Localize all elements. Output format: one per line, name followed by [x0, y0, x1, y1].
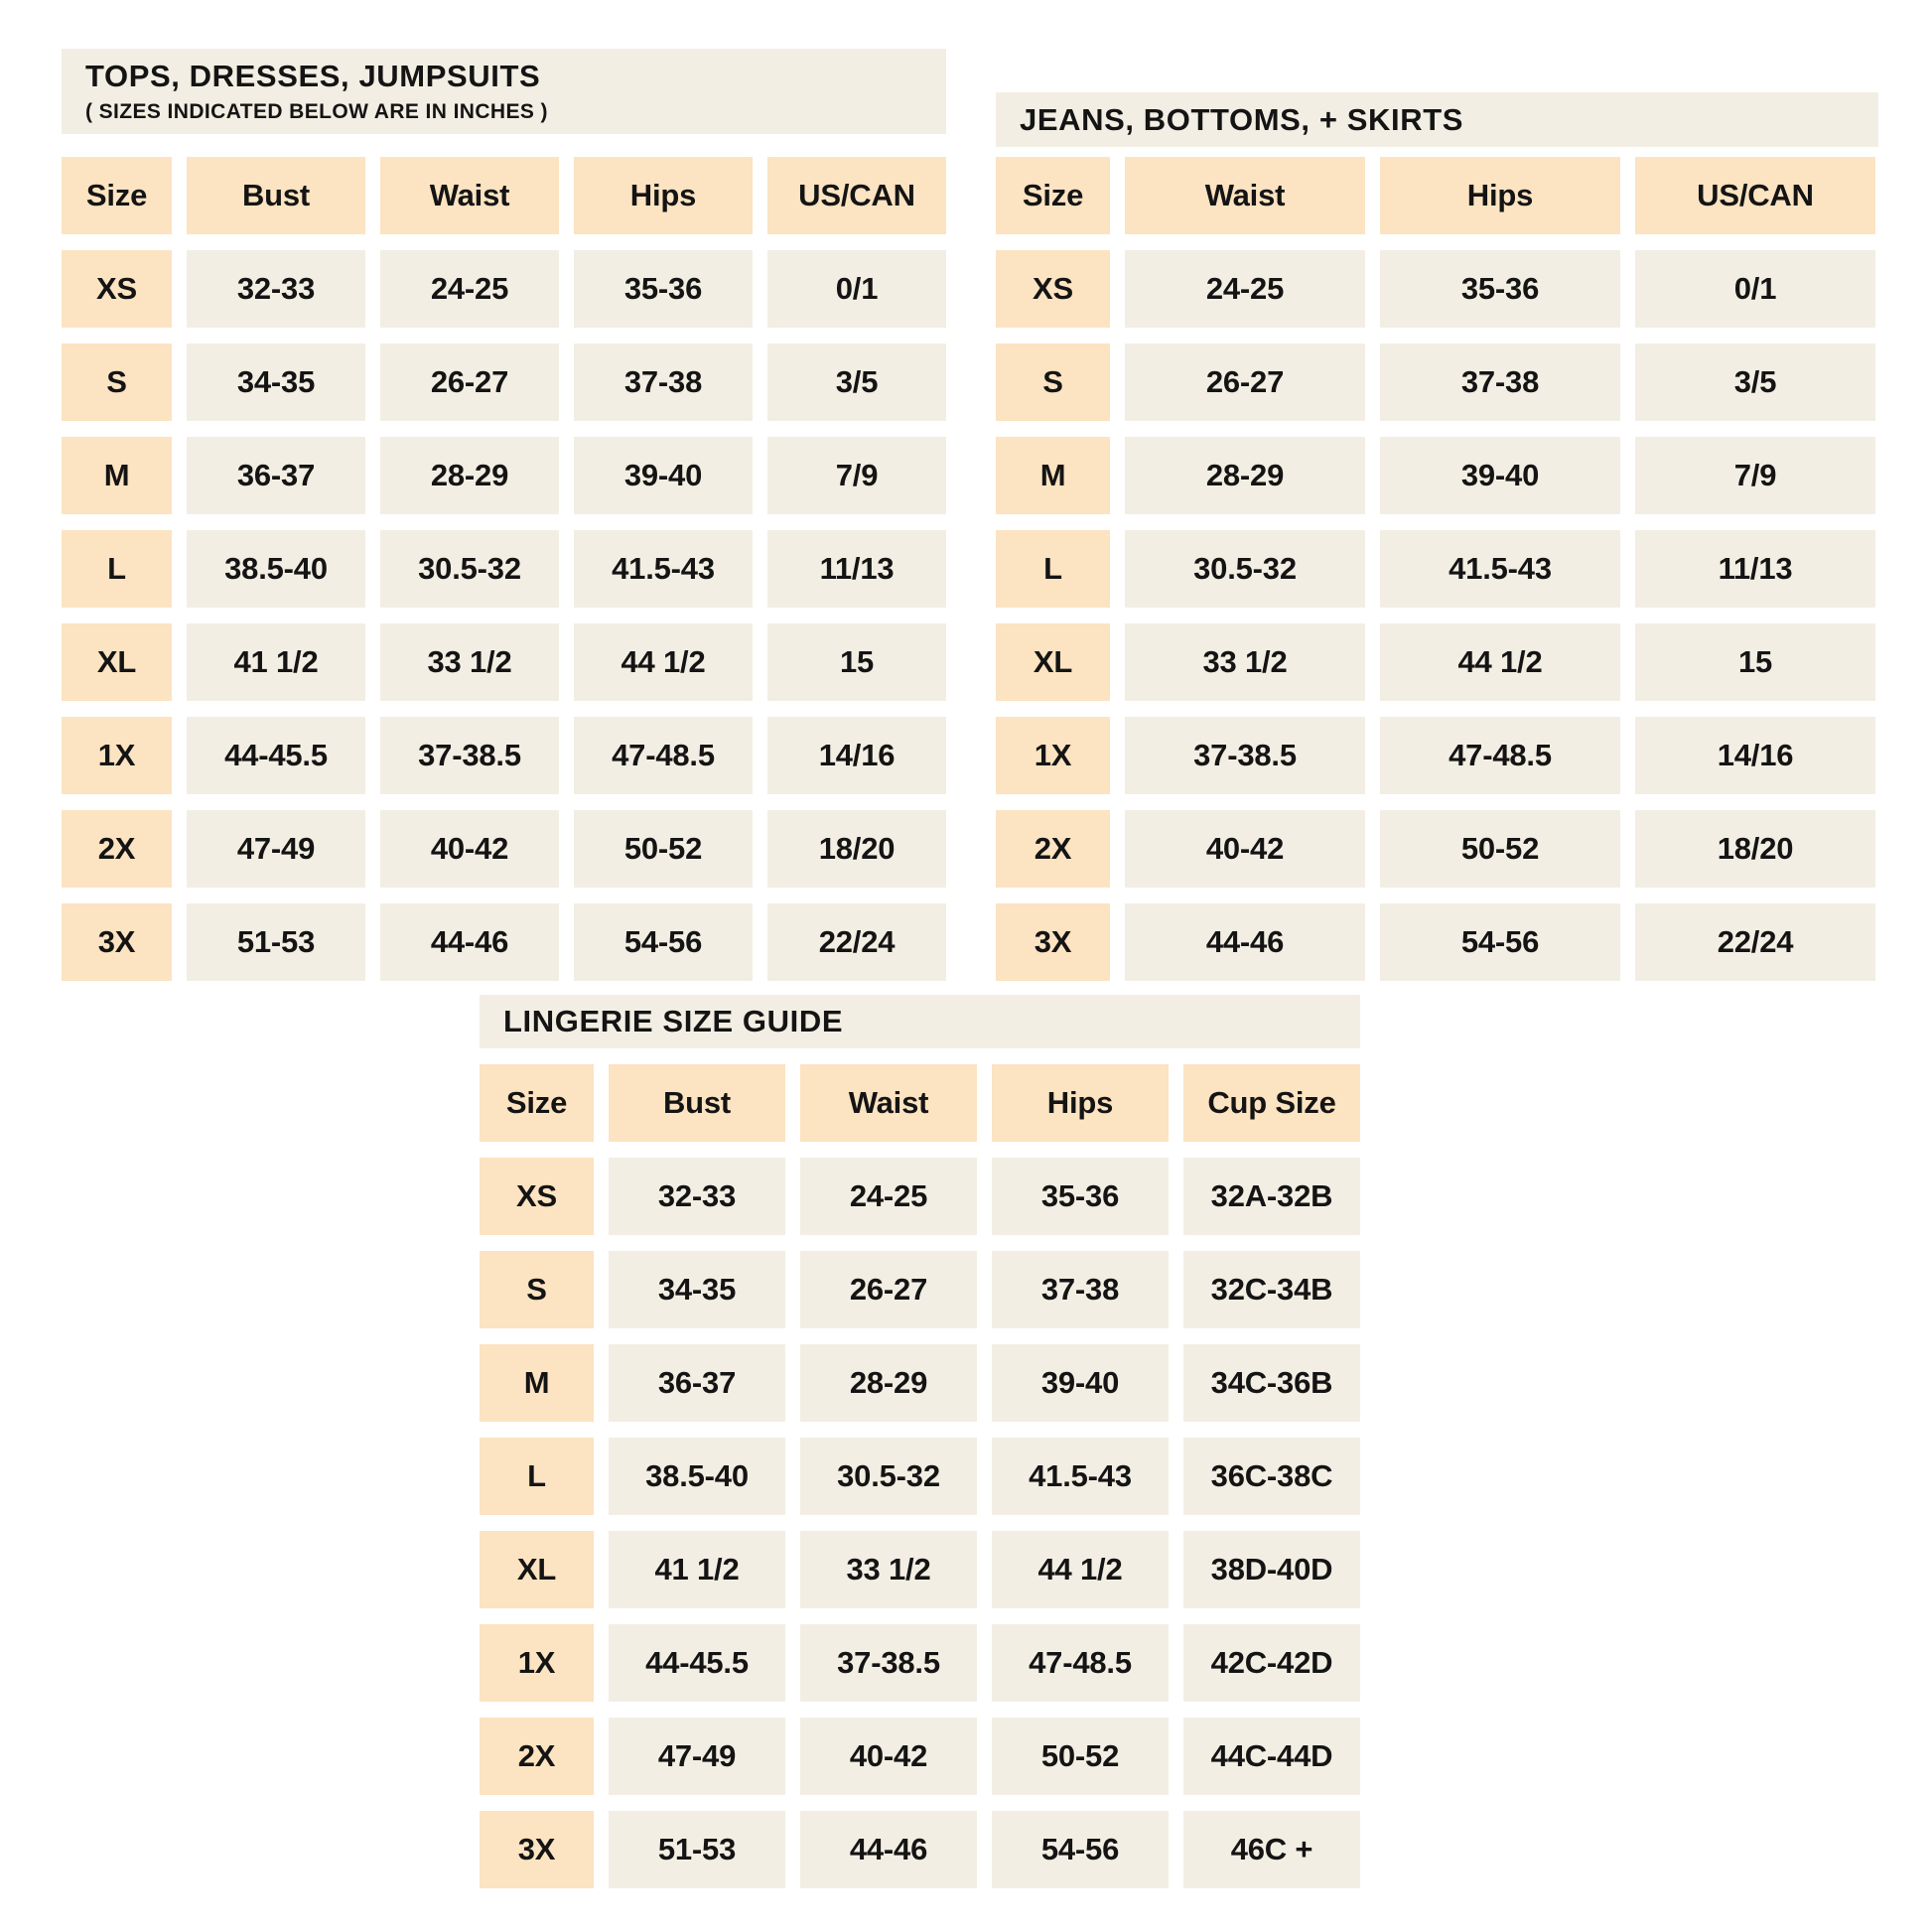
size-label-cell: S	[480, 1251, 594, 1328]
column-header-size: Size	[62, 157, 172, 234]
value-cell: 42C-42D	[1183, 1624, 1360, 1702]
size-label-cell: 2X	[480, 1718, 594, 1795]
value-cell: 41 1/2	[609, 1531, 785, 1608]
value-cell: 44 1/2	[992, 1531, 1169, 1608]
column-header-us-can: US/CAN	[767, 157, 946, 234]
value-cell: 40-42	[800, 1718, 977, 1795]
value-cell: 39-40	[1380, 437, 1620, 514]
value-cell: 3/5	[1635, 344, 1875, 421]
value-cell: 39-40	[992, 1344, 1169, 1422]
tops-table-subtitle: ( SIZES INDICATED BELOW ARE IN INCHES )	[85, 100, 548, 124]
value-cell: 24-25	[800, 1158, 977, 1235]
value-cell: 24-25	[1125, 250, 1365, 328]
value-cell: 32-33	[187, 250, 365, 328]
value-cell: 54-56	[992, 1811, 1169, 1888]
column-header-waist: Waist	[800, 1064, 977, 1142]
value-cell: 40-42	[380, 810, 559, 888]
value-cell: 34C-36B	[1183, 1344, 1360, 1422]
column-header-bust: Bust	[187, 157, 365, 234]
value-cell: 41.5-43	[574, 530, 753, 608]
value-cell: 18/20	[1635, 810, 1875, 888]
jeans-table-title-block	[996, 92, 1878, 147]
lingerie-size-table	[480, 1064, 1360, 1888]
size-label-cell: S	[62, 344, 172, 421]
value-cell: 47-48.5	[574, 717, 753, 794]
value-cell: 28-29	[1125, 437, 1365, 514]
value-cell: 22/24	[1635, 903, 1875, 981]
value-cell: 54-56	[574, 903, 753, 981]
value-cell: 36-37	[187, 437, 365, 514]
value-cell: 38.5-40	[609, 1438, 785, 1515]
value-cell: 36-37	[609, 1344, 785, 1422]
value-cell: 26-27	[1125, 344, 1365, 421]
value-cell: 32-33	[609, 1158, 785, 1235]
value-cell: 37-38	[992, 1251, 1169, 1328]
value-cell: 11/13	[1635, 530, 1875, 608]
value-cell: 30.5-32	[800, 1438, 977, 1515]
tops-table-title-block	[62, 49, 946, 134]
value-cell: 34-35	[609, 1251, 785, 1328]
value-cell: 50-52	[1380, 810, 1620, 888]
value-cell: 54-56	[1380, 903, 1620, 981]
value-cell: 37-38.5	[800, 1624, 977, 1702]
value-cell: 33 1/2	[1125, 623, 1365, 701]
value-cell: 14/16	[767, 717, 946, 794]
value-cell: 44 1/2	[574, 623, 753, 701]
value-cell: 15	[1635, 623, 1875, 701]
size-label-cell: M	[996, 437, 1110, 514]
value-cell: 47-48.5	[1380, 717, 1620, 794]
column-header-cup-size: Cup Size	[1183, 1064, 1360, 1142]
value-cell: 37-38.5	[380, 717, 559, 794]
value-cell: 40-42	[1125, 810, 1365, 888]
value-cell: 30.5-32	[380, 530, 559, 608]
size-label-cell: 3X	[480, 1811, 594, 1888]
column-header-size: Size	[996, 157, 1110, 234]
value-cell: 33 1/2	[380, 623, 559, 701]
value-cell: 35-36	[1380, 250, 1620, 328]
value-cell: 3/5	[767, 344, 946, 421]
value-cell: 47-49	[609, 1718, 785, 1795]
value-cell: 0/1	[1635, 250, 1875, 328]
value-cell: 47-49	[187, 810, 365, 888]
value-cell: 47-48.5	[992, 1624, 1169, 1702]
value-cell: 28-29	[380, 437, 559, 514]
value-cell: 46C +	[1183, 1811, 1360, 1888]
value-cell: 32C-34B	[1183, 1251, 1360, 1328]
value-cell: 35-36	[992, 1158, 1169, 1235]
column-header-us-can: US/CAN	[1635, 157, 1875, 234]
lingerie-table-title-block	[480, 995, 1360, 1048]
column-header-size: Size	[480, 1064, 594, 1142]
value-cell: 38D-40D	[1183, 1531, 1360, 1608]
size-label-cell: 3X	[62, 903, 172, 981]
size-label-cell: 1X	[996, 717, 1110, 794]
value-cell: 22/24	[767, 903, 946, 981]
value-cell: 14/16	[1635, 717, 1875, 794]
value-cell: 0/1	[767, 250, 946, 328]
value-cell: 39-40	[574, 437, 753, 514]
size-label-cell: 3X	[996, 903, 1110, 981]
column-header-hips: Hips	[574, 157, 753, 234]
size-label-cell: L	[480, 1438, 594, 1515]
value-cell: 35-36	[574, 250, 753, 328]
value-cell: 44-46	[1125, 903, 1365, 981]
value-cell: 44C-44D	[1183, 1718, 1360, 1795]
size-label-cell: XS	[996, 250, 1110, 328]
size-label-cell: 1X	[480, 1624, 594, 1702]
size-label-cell: M	[62, 437, 172, 514]
value-cell: 44-46	[800, 1811, 977, 1888]
value-cell: 37-38	[1380, 344, 1620, 421]
value-cell: 50-52	[992, 1718, 1169, 1795]
lingerie-table-title: LINGERIE SIZE GUIDE	[503, 1004, 844, 1039]
value-cell: 37-38	[574, 344, 753, 421]
column-header-bust: Bust	[609, 1064, 785, 1142]
value-cell: 44 1/2	[1380, 623, 1620, 701]
value-cell: 26-27	[380, 344, 559, 421]
value-cell: 33 1/2	[800, 1531, 977, 1608]
size-label-cell: XS	[62, 250, 172, 328]
value-cell: 51-53	[609, 1811, 785, 1888]
value-cell: 44-45.5	[187, 717, 365, 794]
column-header-waist: Waist	[380, 157, 559, 234]
size-label-cell: XS	[480, 1158, 594, 1235]
value-cell: 38.5-40	[187, 530, 365, 608]
size-label-cell: M	[480, 1344, 594, 1422]
size-label-cell: 2X	[996, 810, 1110, 888]
tops-table-title: TOPS, DRESSES, JUMPSUITS	[85, 58, 541, 93]
size-label-cell: XL	[62, 623, 172, 701]
value-cell: 7/9	[767, 437, 946, 514]
size-label-cell: S	[996, 344, 1110, 421]
value-cell: 44-45.5	[609, 1624, 785, 1702]
value-cell: 32A-32B	[1183, 1158, 1360, 1235]
value-cell: 34-35	[187, 344, 365, 421]
value-cell: 41.5-43	[992, 1438, 1169, 1515]
size-label-cell: XL	[996, 623, 1110, 701]
value-cell: 26-27	[800, 1251, 977, 1328]
value-cell: 51-53	[187, 903, 365, 981]
value-cell: 30.5-32	[1125, 530, 1365, 608]
value-cell: 11/13	[767, 530, 946, 608]
size-label-cell: L	[996, 530, 1110, 608]
column-header-waist: Waist	[1125, 157, 1365, 234]
size-label-cell: 2X	[62, 810, 172, 888]
value-cell: 24-25	[380, 250, 559, 328]
value-cell: 44-46	[380, 903, 559, 981]
value-cell: 36C-38C	[1183, 1438, 1360, 1515]
column-header-hips: Hips	[1380, 157, 1620, 234]
value-cell: 7/9	[1635, 437, 1875, 514]
jeans-size-table	[996, 157, 1875, 981]
value-cell: 28-29	[800, 1344, 977, 1422]
tops-size-table	[62, 157, 946, 981]
value-cell: 18/20	[767, 810, 946, 888]
jeans-table-title: JEANS, BOTTOMS, + SKIRTS	[1020, 101, 1464, 137]
column-header-hips: Hips	[992, 1064, 1169, 1142]
value-cell: 15	[767, 623, 946, 701]
size-label-cell: XL	[480, 1531, 594, 1608]
size-label-cell: L	[62, 530, 172, 608]
value-cell: 37-38.5	[1125, 717, 1365, 794]
size-label-cell: 1X	[62, 717, 172, 794]
value-cell: 41 1/2	[187, 623, 365, 701]
value-cell: 41.5-43	[1380, 530, 1620, 608]
value-cell: 50-52	[574, 810, 753, 888]
